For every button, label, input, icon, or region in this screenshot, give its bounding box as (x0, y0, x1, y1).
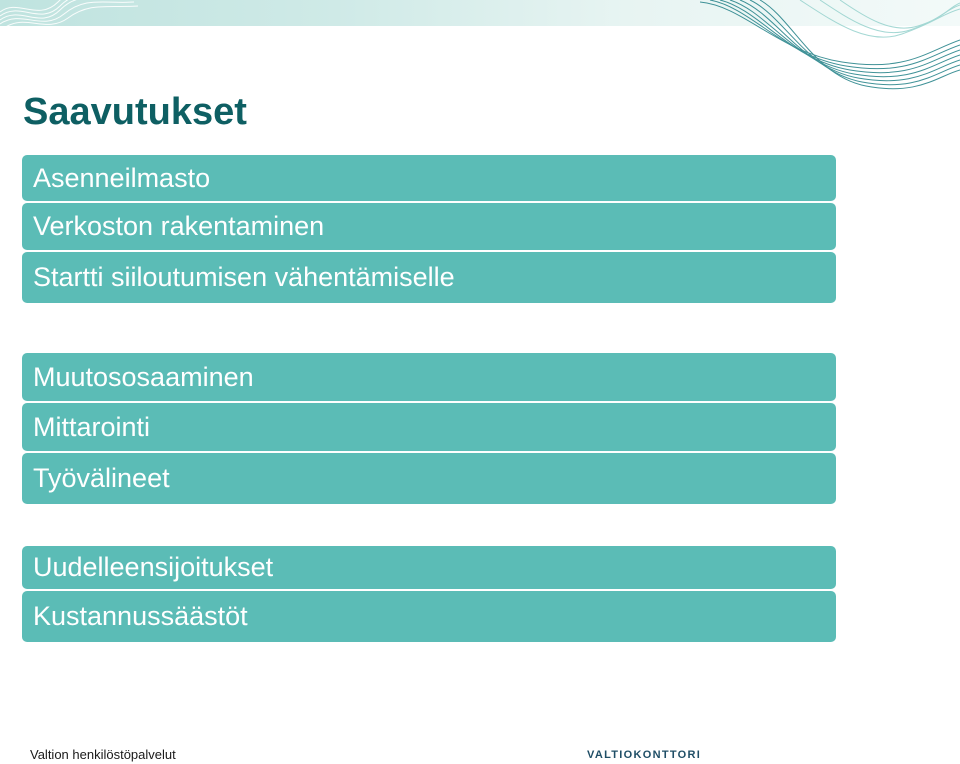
wave-decoration-right (700, 0, 960, 90)
achievement-bar (22, 155, 836, 201)
achievement-label: Työvälineet (33, 463, 170, 493)
achievement-bar (22, 453, 836, 504)
achievement-bar (22, 203, 836, 250)
achievement-label: Kustannussäästöt (33, 601, 248, 631)
achievement-bar (22, 403, 836, 451)
achievement-bar (22, 353, 836, 401)
achievement-label: Mittarointi (33, 411, 151, 442)
slide-title: Saavutukset (23, 91, 247, 133)
achievement-label: Asenneilmasto (33, 162, 211, 193)
achievement-label: Verkoston rakentaminen (33, 211, 325, 241)
wave-decoration-left (0, 0, 140, 26)
footer-organization: Valtion henkilöstöpalvelut (30, 747, 176, 762)
achievement-label: Uudelleensijoitukset (33, 552, 274, 582)
achievement-label: Muutososaaminen (33, 361, 254, 392)
achievement-bar (22, 252, 836, 303)
achievement-label: Startti siiloutumisen vähentämiselle (33, 262, 455, 292)
valtiokonttori-logo: VALTIOKONTTORI (587, 749, 702, 761)
achievement-bar (22, 591, 836, 642)
achievement-bar (22, 546, 836, 589)
